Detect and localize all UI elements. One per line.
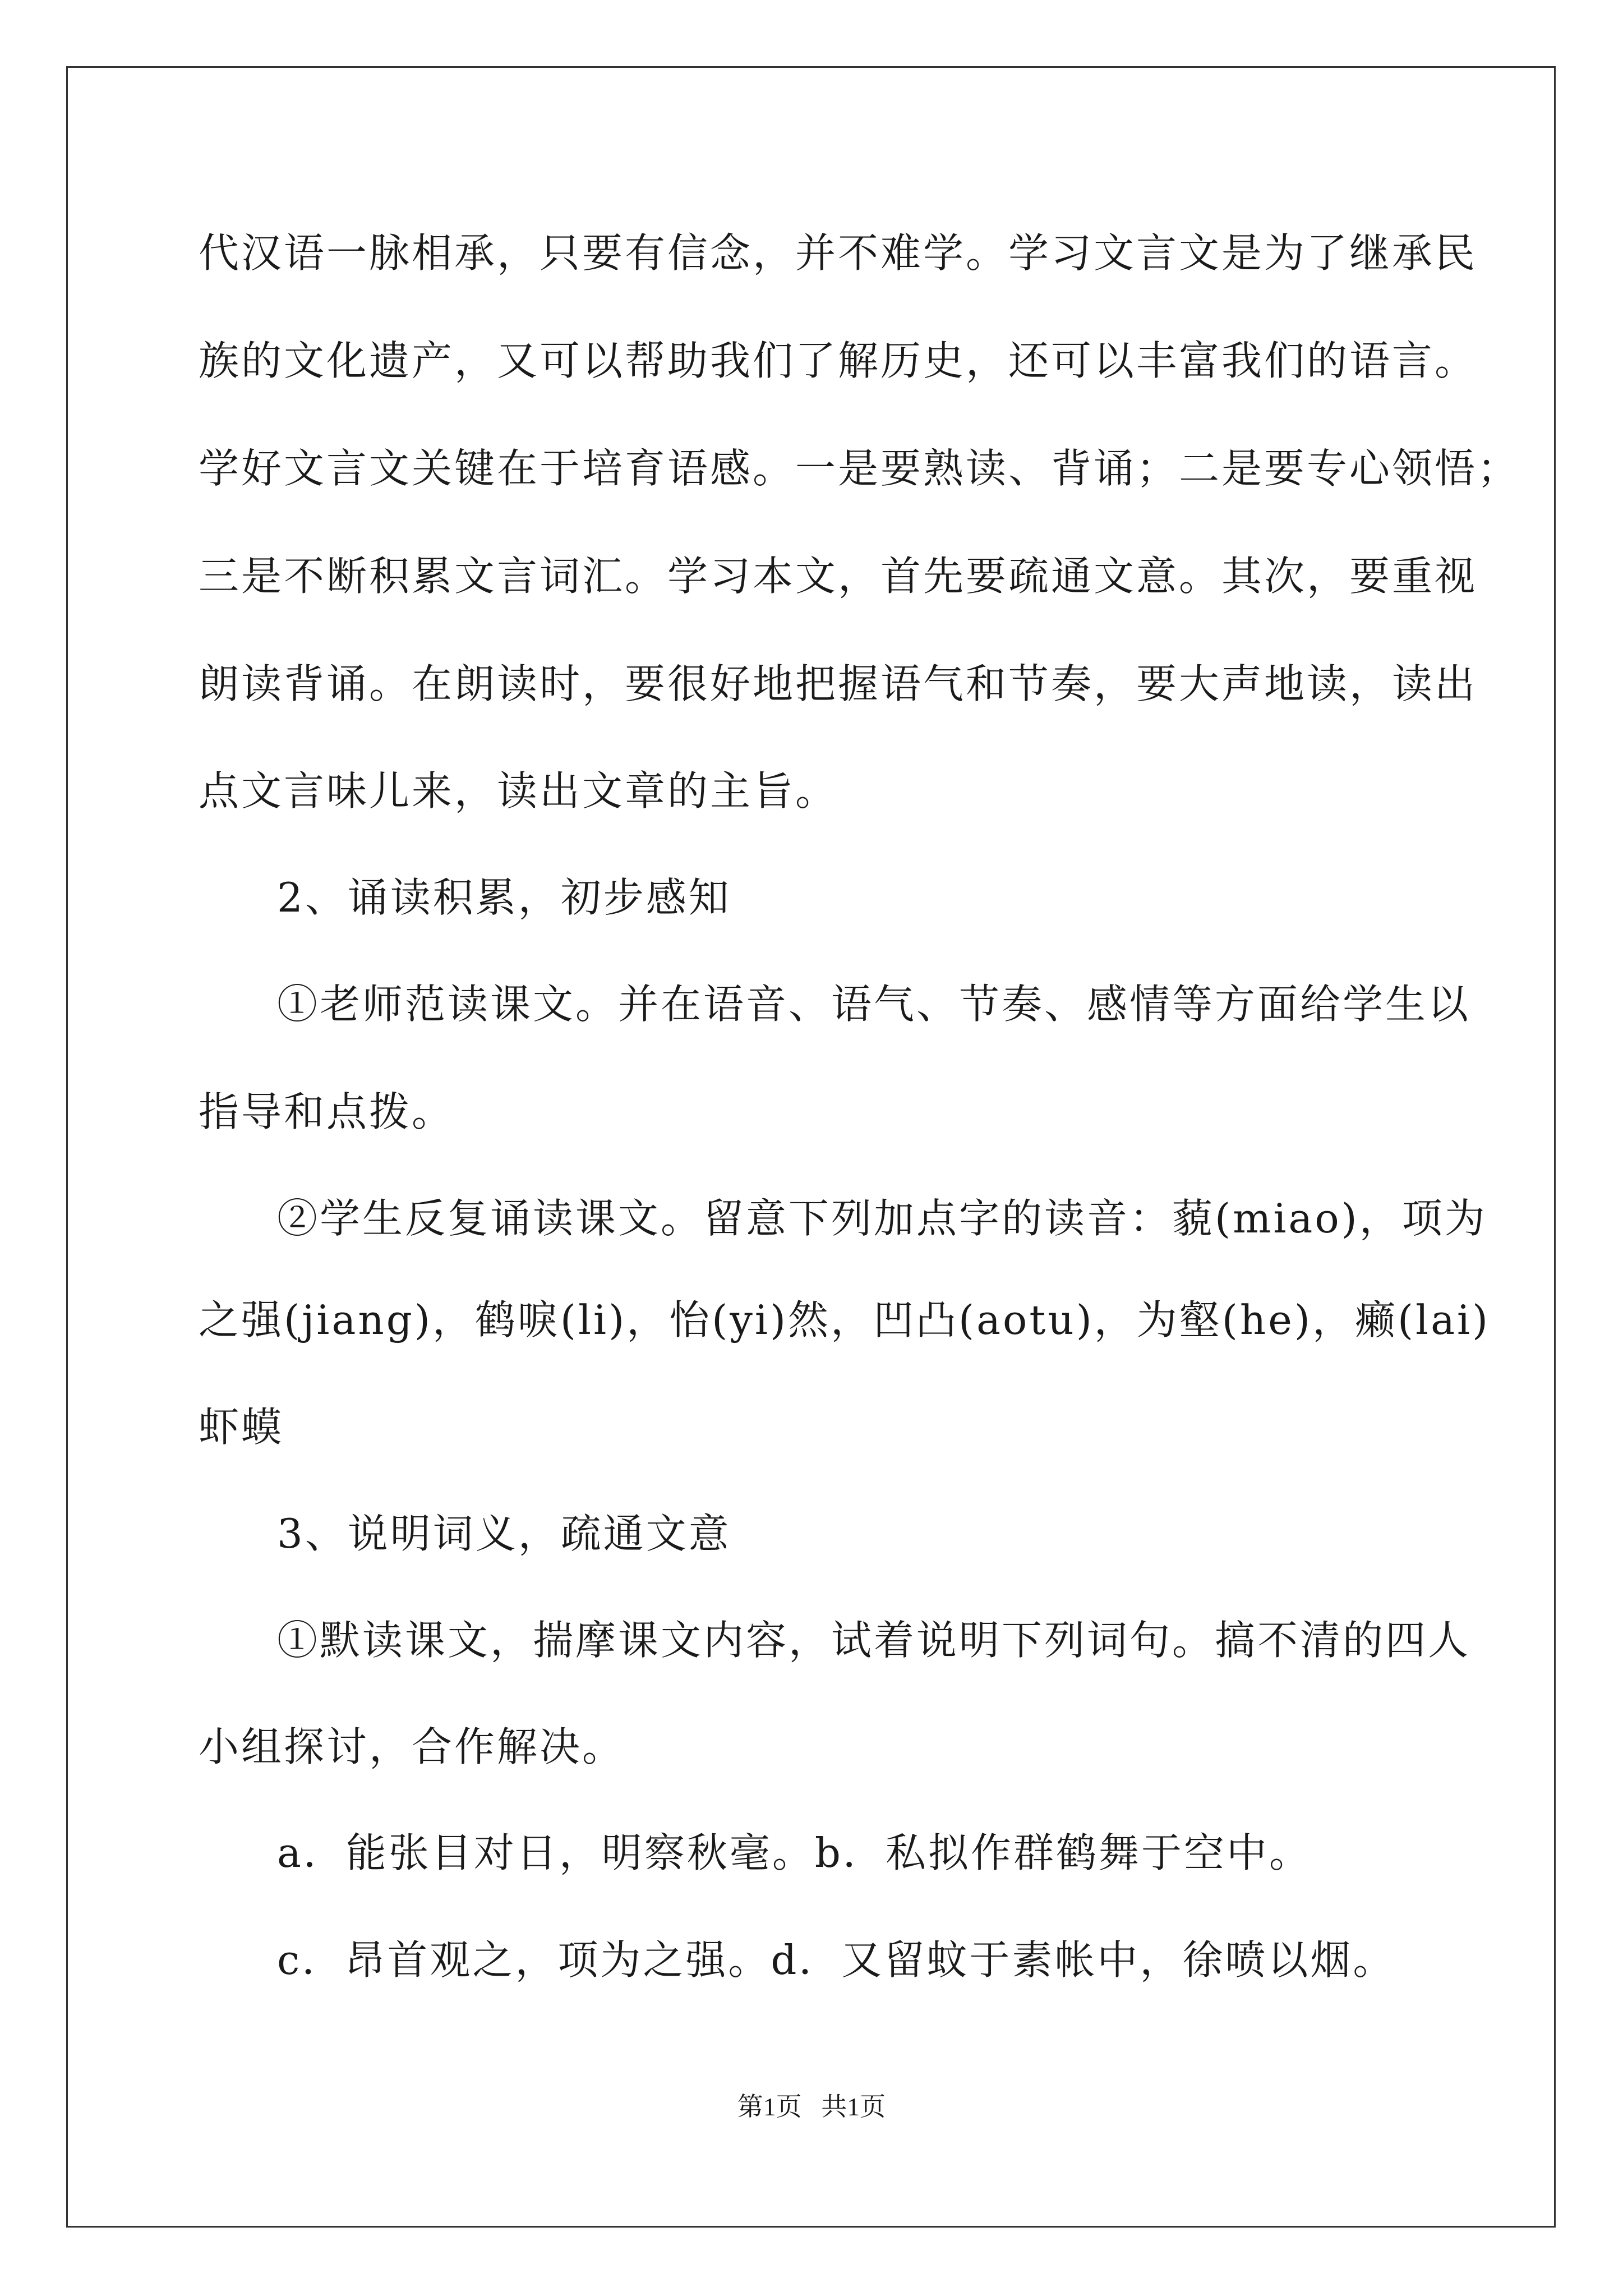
text-line: 点文言味儿来，读出文章的主旨。 bbox=[199, 767, 838, 815]
text-line: 代汉语一脉相承，只要有信念，并不难学。学习文言文是为了继承民 bbox=[199, 229, 1478, 277]
text-line: ①老师范读课文。并在语音、语气、节奏、感情等方面给学生以 bbox=[277, 981, 1471, 1028]
text-line: 小组探讨，合作解决。 bbox=[199, 1723, 625, 1770]
text-line: 之强(jiang)，鹤唳(li)，怡(yi)然，凹凸(aotu)，为壑(he)，癞(lai) bbox=[199, 1296, 1491, 1343]
text-line: 三是不断积累文言词汇。学习本文，首先要疏通文意。其次，要重视 bbox=[199, 553, 1478, 600]
text-line: 指导和点拨。 bbox=[199, 1088, 455, 1135]
text-line: ①默读课文，揣摩课文内容，试着说明下列词句。搞不清的四人 bbox=[277, 1617, 1471, 1664]
page-number-footer: 第1页 共1页 bbox=[737, 2092, 886, 2121]
section-heading: 3、说明词义，疏通文意 bbox=[277, 1510, 731, 1557]
text-line: 虾蟆 bbox=[199, 1404, 284, 1451]
text-line: 族的文化遗产，又可以帮助我们了解历史，还可以丰富我们的语言。 bbox=[199, 337, 1478, 384]
text-line: c．昂首观之，项为之强。d．又留蚊于素帐中，徐喷以烟。 bbox=[277, 1936, 1396, 1984]
text-line: ②学生反复诵读课文。留意下列加点字的读音：藐(miao)，项为 bbox=[277, 1195, 1487, 1242]
page-border bbox=[66, 66, 1556, 2228]
text-line: 学好文言文关键在于培育语感。一是要熟读、背诵；二是要专心领悟； bbox=[199, 445, 1520, 492]
section-heading: 2、诵读积累，初步感知 bbox=[277, 874, 731, 921]
text-line: 朗读背诵。在朗读时，要很好地把握语气和节奏，要大声地读，读出 bbox=[199, 660, 1478, 707]
text-line: a．能张目对日，明察秋毫。b．私拟作群鹤舞于空中。 bbox=[277, 1829, 1312, 1876]
